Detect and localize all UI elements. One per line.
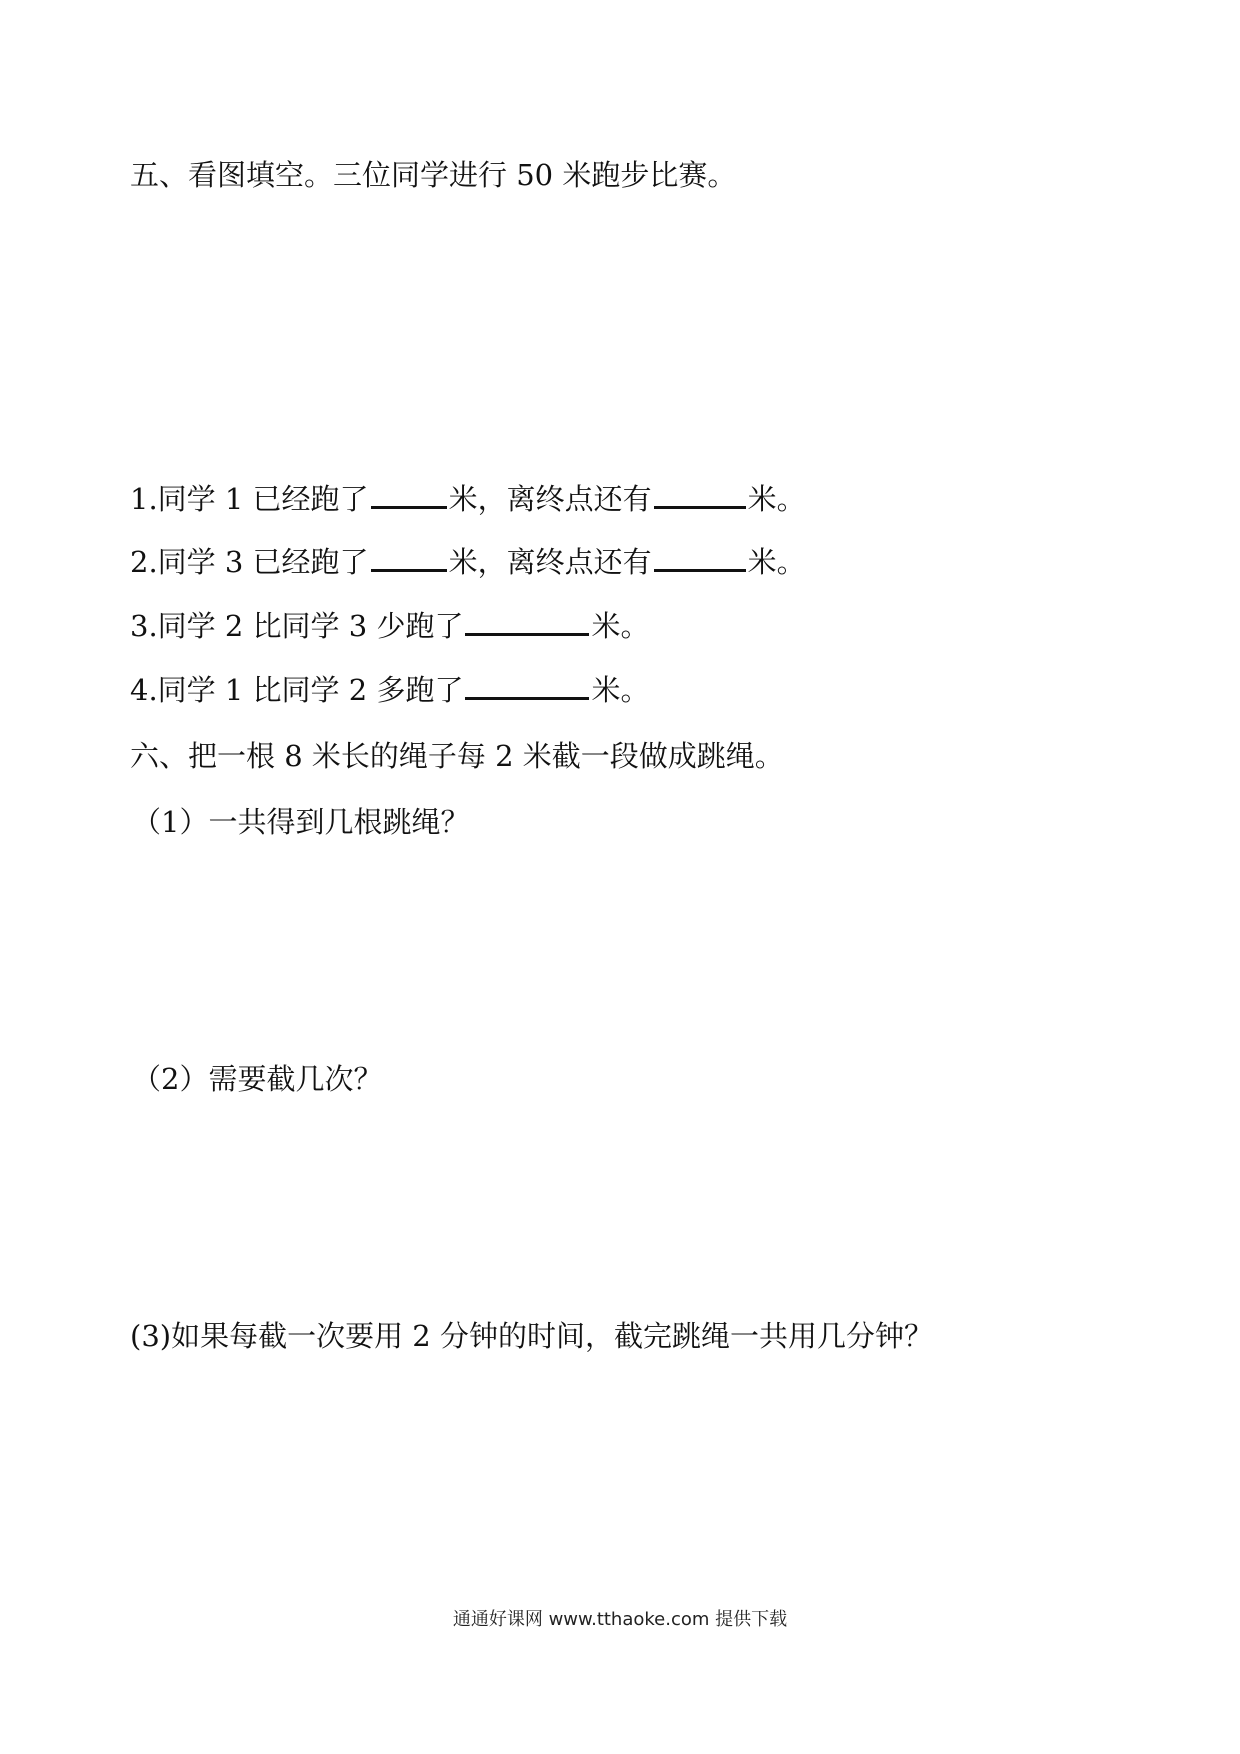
section6-title: 六、把一根 8 米长的绳子每 2 米截一段做成跳绳。 <box>130 739 784 773</box>
question-5-1-text-c: 米。 <box>747 482 806 516</box>
answer-blank-5-4[interactable] <box>465 671 589 700</box>
question-6-1: （1）一共得到几根跳绳？ <box>132 805 470 839</box>
question-5-1 <box>130 480 806 517</box>
question-5-2-text-c: 米。 <box>747 545 806 579</box>
question-5-1-text-b: 米，离终点还有 <box>448 482 652 516</box>
question-5-2-text-b: 米，离终点还有 <box>448 545 652 579</box>
question-5-4-text-c: 米。 <box>591 673 650 707</box>
answer-blank-5-2b[interactable] <box>654 543 746 572</box>
question-5-4 <box>130 671 649 708</box>
footer-credit: 通通好课网 www.tthaoke.com 提供下载 <box>452 1609 788 1630</box>
question-5-2-text-a: 2.同学 3 已经跑了 <box>130 545 369 579</box>
question-5-3-text-c: 米。 <box>591 609 650 643</box>
section5-title: 五、看图填空。三位同学进行 50 米跑步比赛。 <box>130 158 737 192</box>
question-5-1-text-a: 1.同学 1 已经跑了 <box>130 482 369 516</box>
answer-blank-5-1a[interactable] <box>371 480 447 509</box>
question-5-3 <box>130 607 649 644</box>
question-5-4-text-a: 4.同学 1 比同学 2 多跑了 <box>130 673 464 707</box>
question-5-2 <box>130 543 806 580</box>
answer-blank-5-2a[interactable] <box>371 543 447 572</box>
answer-blank-5-3[interactable] <box>465 607 589 636</box>
question-6-3: (3)如果每截一次要用 2 分钟的时间，截完跳绳一共用几分钟？ <box>130 1319 933 1353</box>
question-6-2: （2）需要截几次？ <box>132 1062 383 1096</box>
question-5-3-text-a: 3.同学 2 比同学 3 少跑了 <box>130 609 464 643</box>
answer-blank-5-1b[interactable] <box>654 480 746 509</box>
